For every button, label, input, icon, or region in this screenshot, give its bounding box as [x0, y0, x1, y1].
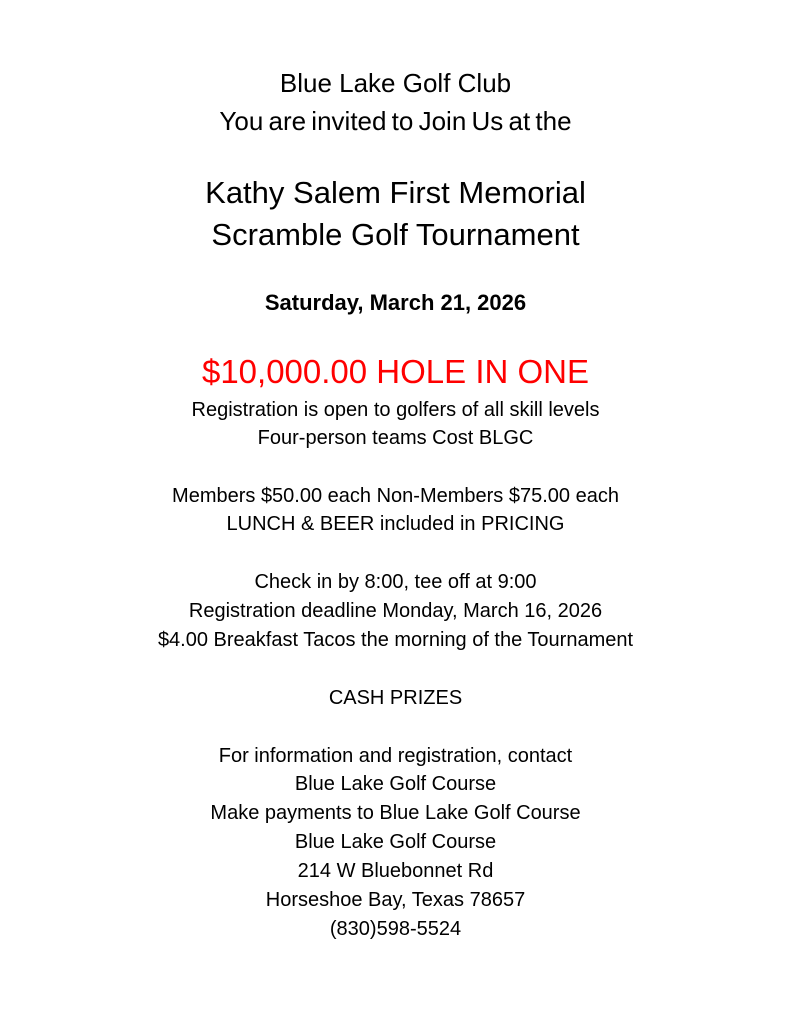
- deadline-text: Registration deadline Monday, March 16, 2026: [188, 600, 603, 622]
- event-date: Saturday, March 21, 2026: [264, 290, 527, 315]
- cash-prizes-text: CASH PRIZES: [328, 687, 463, 709]
- address-city-state-zip: Horseshoe Bay, Texas 78657: [265, 889, 526, 911]
- hole-in-one-prize: $10,000.00 HOLE IN ONE: [201, 353, 590, 390]
- teams-text: Four-person teams Cost BLGC: [257, 427, 534, 449]
- event-title-line-1: Kathy Salem First Memorial: [205, 175, 586, 210]
- registration-open-text: Registration is open to golfers of all skill levels: [191, 399, 600, 421]
- event-title-line-2: Scramble Golf Tournament: [211, 217, 580, 252]
- pricing-text: Members $50.00 each Non-Members $75.00 each: [172, 485, 619, 507]
- phone-number: (830)598-5524: [329, 918, 462, 940]
- check-in-text: Check in by 8:00, tee off at 9:00: [254, 571, 537, 593]
- address-street: 214 W Bluebonnet Rd: [297, 860, 494, 882]
- address-name: Blue Lake Golf Course: [294, 831, 497, 853]
- contact-name: Blue Lake Golf Course: [294, 773, 497, 795]
- breakfast-text: $4.00 Breakfast Tacos the morning of the Tournament: [157, 629, 634, 651]
- club-name: Blue Lake Golf Club: [279, 68, 512, 98]
- contact-intro: For information and registration, contact: [218, 745, 573, 767]
- invitation-text: You are invited to Join Us at the: [219, 106, 572, 136]
- payments-text: Make payments to Blue Lake Golf Course: [210, 802, 581, 824]
- included-text: LUNCH & BEER included in PRICING: [226, 513, 565, 535]
